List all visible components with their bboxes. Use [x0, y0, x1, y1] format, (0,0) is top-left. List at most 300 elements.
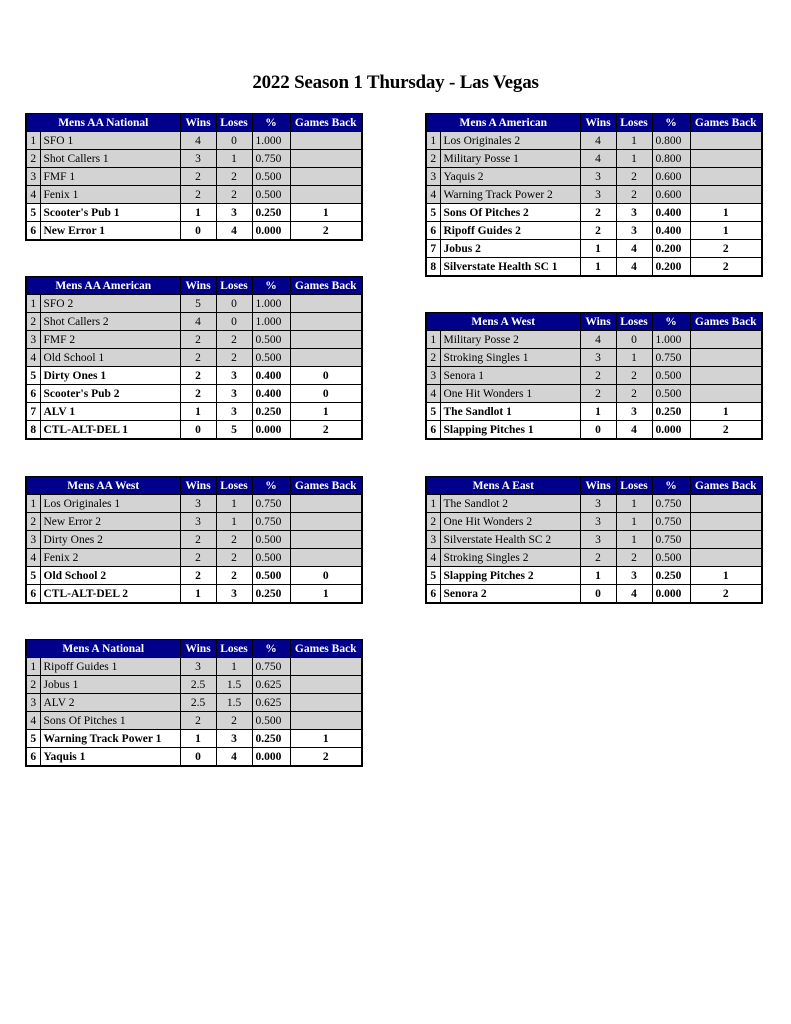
wins-cell: 4 — [580, 331, 616, 349]
team-name-cell: Shot Callers 1 — [40, 150, 180, 168]
rank-cell: 4 — [426, 385, 440, 403]
games-back-cell: 1 — [290, 204, 362, 222]
table-header-row — [426, 313, 762, 331]
loses-cell: 5 — [216, 421, 252, 440]
rank-cell: 1 — [26, 295, 40, 313]
rank-cell: 7 — [26, 403, 40, 421]
table-row — [26, 567, 362, 585]
rank-cell: 6 — [26, 385, 40, 403]
rank-cell: 6 — [426, 585, 440, 604]
table-row — [426, 421, 762, 440]
wins-cell: 1 — [580, 258, 616, 277]
loses-cell: 3 — [216, 585, 252, 604]
table-row — [26, 549, 362, 567]
table-row — [26, 513, 362, 531]
games-back-header: Games Back — [690, 114, 762, 132]
loses-cell: 2 — [216, 712, 252, 730]
loses-cell: 0 — [616, 331, 652, 349]
rank-cell: 5 — [426, 567, 440, 585]
rank-cell: 3 — [26, 331, 40, 349]
table-row — [26, 295, 362, 313]
wins-cell: 0 — [180, 421, 216, 440]
wins-cell: 4 — [580, 132, 616, 150]
table-header-row — [26, 114, 362, 132]
games-back-cell: 1 — [290, 585, 362, 604]
rank-cell: 4 — [426, 186, 440, 204]
team-name-cell: Jobus 2 — [440, 240, 580, 258]
table-row — [26, 694, 362, 712]
division-name: Mens AA National — [26, 114, 180, 132]
wins-cell: 4 — [580, 150, 616, 168]
rank-cell: 5 — [26, 730, 40, 748]
team-name-cell: CTL-ALT-DEL 1 — [40, 421, 180, 440]
pct-cell: 0.000 — [252, 421, 290, 440]
rank-cell: 4 — [26, 186, 40, 204]
mens-aa-west-table — [25, 476, 363, 604]
rank-cell: 2 — [26, 676, 40, 694]
wins-cell: 5 — [180, 295, 216, 313]
pct-header: % — [252, 277, 290, 295]
team-name-cell: Stroking Singles 2 — [440, 549, 580, 567]
rank-cell: 2 — [26, 513, 40, 531]
rank-cell: 4 — [26, 712, 40, 730]
rank-cell: 3 — [426, 367, 440, 385]
table-row — [426, 585, 762, 604]
wins-cell: 2.5 — [180, 694, 216, 712]
pct-cell: 0.500 — [252, 186, 290, 204]
team-name-cell: Stroking Singles 1 — [440, 349, 580, 367]
wins-cell: 4 — [180, 313, 216, 331]
wins-cell: 1 — [180, 204, 216, 222]
loses-cell: 3 — [616, 204, 652, 222]
pct-cell: 0.250 — [252, 730, 290, 748]
table-row — [26, 331, 362, 349]
wins-cell: 1 — [180, 730, 216, 748]
loses-cell: 3 — [216, 385, 252, 403]
wins-cell: 0 — [580, 421, 616, 440]
games-back-cell — [690, 349, 762, 367]
table-row — [26, 204, 362, 222]
games-back-cell: 1 — [290, 403, 362, 421]
wins-cell: 2 — [180, 186, 216, 204]
wins-cell: 3 — [580, 513, 616, 531]
table-header-row — [426, 114, 762, 132]
rank-cell: 7 — [426, 240, 440, 258]
pct-cell: 0.200 — [652, 258, 690, 277]
table-row — [426, 150, 762, 168]
team-name-cell: FMF 1 — [40, 168, 180, 186]
table-row — [426, 403, 762, 421]
games-back-cell — [290, 658, 362, 676]
wins-cell: 4 — [180, 132, 216, 150]
games-back-header: Games Back — [290, 477, 362, 495]
pct-cell: 0.000 — [652, 585, 690, 604]
wins-cell: 2 — [180, 168, 216, 186]
loses-cell: 1 — [616, 132, 652, 150]
table-row — [426, 132, 762, 150]
loses-cell: 1 — [216, 495, 252, 513]
loses-cell: 4 — [216, 222, 252, 241]
rank-cell: 1 — [26, 132, 40, 150]
pct-cell: 1.000 — [252, 132, 290, 150]
games-back-cell: 1 — [690, 222, 762, 240]
table-header-row — [26, 477, 362, 495]
table-row — [26, 421, 362, 440]
team-name-cell: Sons Of Pitches 2 — [440, 204, 580, 222]
table-row — [426, 204, 762, 222]
rank-cell: 1 — [426, 132, 440, 150]
loses-cell: 4 — [616, 585, 652, 604]
wins-cell: 2 — [180, 331, 216, 349]
table-row — [26, 495, 362, 513]
mens-a-american-table — [425, 113, 763, 277]
wins-cell: 2 — [180, 531, 216, 549]
table-row — [426, 240, 762, 258]
table-row — [26, 531, 362, 549]
mens-a-west-table — [425, 312, 763, 440]
team-name-cell: Scooter's Pub 2 — [40, 385, 180, 403]
loses-header: Loses — [616, 114, 652, 132]
games-back-cell: 2 — [690, 421, 762, 440]
rank-cell: 6 — [26, 585, 40, 604]
pct-header: % — [252, 477, 290, 495]
loses-cell: 1 — [616, 349, 652, 367]
team-name-cell: Los Originales 2 — [440, 132, 580, 150]
rank-cell: 4 — [426, 549, 440, 567]
rank-cell: 8 — [426, 258, 440, 277]
team-name-cell: SFO 1 — [40, 132, 180, 150]
loses-cell: 2 — [216, 567, 252, 585]
games-back-cell: 2 — [290, 421, 362, 440]
table-row — [426, 385, 762, 403]
mens-aa-american-table — [25, 276, 363, 440]
games-back-cell — [290, 186, 362, 204]
team-name-cell: Shot Callers 2 — [40, 313, 180, 331]
rank-cell: 3 — [26, 531, 40, 549]
wins-cell: 3 — [580, 168, 616, 186]
pct-cell: 1.000 — [252, 295, 290, 313]
rank-cell: 2 — [426, 349, 440, 367]
loses-cell: 3 — [616, 567, 652, 585]
team-name-cell: The Sandlot 1 — [440, 403, 580, 421]
division-name: Mens A American — [426, 114, 580, 132]
team-name-cell: Fenix 2 — [40, 549, 180, 567]
games-back-cell — [690, 495, 762, 513]
table-row — [26, 168, 362, 186]
games-back-cell — [290, 712, 362, 730]
team-name-cell: Slapping Pitches 2 — [440, 567, 580, 585]
loses-header: Loses — [216, 114, 252, 132]
rank-cell: 4 — [26, 549, 40, 567]
table-row — [426, 168, 762, 186]
loses-cell: 2 — [216, 168, 252, 186]
pct-cell: 0.625 — [252, 676, 290, 694]
rank-cell: 6 — [26, 222, 40, 241]
team-name-cell: Warning Track Power 1 — [40, 730, 180, 748]
table-header-row — [26, 277, 362, 295]
division-name: Mens AA American — [26, 277, 180, 295]
pct-cell: 0.500 — [252, 531, 290, 549]
team-name-cell: Slapping Pitches 1 — [440, 421, 580, 440]
games-back-cell: 0 — [290, 385, 362, 403]
loses-cell: 4 — [616, 240, 652, 258]
games-back-header: Games Back — [290, 114, 362, 132]
loses-cell: 2 — [216, 549, 252, 567]
loses-cell: 3 — [616, 403, 652, 421]
pct-cell: 0.250 — [652, 403, 690, 421]
games-back-cell — [290, 313, 362, 331]
table-row — [26, 132, 362, 150]
rank-cell: 2 — [426, 150, 440, 168]
loses-cell: 1 — [616, 513, 652, 531]
pct-cell: 0.500 — [252, 349, 290, 367]
pct-header: % — [652, 313, 690, 331]
loses-cell: 0 — [216, 313, 252, 331]
pct-cell: 0.000 — [652, 421, 690, 440]
games-back-cell — [290, 331, 362, 349]
pct-cell: 0.625 — [252, 694, 290, 712]
loses-cell: 3 — [216, 367, 252, 385]
pct-cell: 0.250 — [252, 204, 290, 222]
games-back-cell: 2 — [290, 222, 362, 241]
wins-cell: 2 — [180, 367, 216, 385]
games-back-cell: 1 — [690, 567, 762, 585]
table-row — [426, 258, 762, 277]
table-header-row — [26, 640, 362, 658]
games-back-cell — [690, 367, 762, 385]
games-back-cell — [290, 531, 362, 549]
loses-cell: 3 — [216, 730, 252, 748]
games-back-cell: 2 — [690, 240, 762, 258]
team-name-cell: Old School 1 — [40, 349, 180, 367]
pct-cell: 0.400 — [252, 385, 290, 403]
loses-header: Loses — [216, 640, 252, 658]
pct-cell: 0.000 — [252, 748, 290, 767]
team-name-cell: New Error 1 — [40, 222, 180, 241]
games-back-cell — [290, 549, 362, 567]
wins-cell: 2 — [180, 349, 216, 367]
loses-cell: 2 — [616, 186, 652, 204]
team-name-cell: One Hit Wonders 1 — [440, 385, 580, 403]
team-name-cell: Yaquis 2 — [440, 168, 580, 186]
table-row — [26, 658, 362, 676]
wins-cell: 2 — [180, 567, 216, 585]
loses-cell: 3 — [216, 403, 252, 421]
pct-header: % — [252, 114, 290, 132]
team-name-cell: ALV 1 — [40, 403, 180, 421]
loses-cell: 2 — [616, 549, 652, 567]
games-back-cell: 1 — [290, 730, 362, 748]
pct-cell: 0.750 — [252, 150, 290, 168]
team-name-cell: One Hit Wonders 2 — [440, 513, 580, 531]
pct-cell: 0.750 — [652, 495, 690, 513]
pct-cell: 0.800 — [652, 150, 690, 168]
team-name-cell: CTL-ALT-DEL 2 — [40, 585, 180, 604]
wins-cell: 2 — [580, 204, 616, 222]
loses-cell: 1 — [216, 150, 252, 168]
rank-cell: 5 — [26, 204, 40, 222]
wins-header: Wins — [180, 477, 216, 495]
table-row — [26, 367, 362, 385]
rank-cell: 5 — [26, 567, 40, 585]
wins-cell: 3 — [580, 186, 616, 204]
loses-cell: 2 — [616, 168, 652, 186]
team-name-cell: SFO 2 — [40, 295, 180, 313]
games-back-cell — [290, 150, 362, 168]
table-row — [26, 222, 362, 241]
pct-cell: 0.600 — [652, 186, 690, 204]
pct-cell: 0.250 — [252, 403, 290, 421]
loses-cell: 1 — [616, 495, 652, 513]
rank-cell: 1 — [26, 658, 40, 676]
loses-cell: 1.5 — [216, 676, 252, 694]
pct-cell: 0.200 — [652, 240, 690, 258]
pct-cell: 0.250 — [652, 567, 690, 585]
mens-a-national-table — [25, 639, 363, 767]
loses-cell: 2 — [216, 349, 252, 367]
wins-cell: 2 — [180, 385, 216, 403]
games-back-header: Games Back — [290, 277, 362, 295]
rank-cell: 2 — [26, 150, 40, 168]
rank-cell: 6 — [26, 748, 40, 767]
wins-cell: 0 — [580, 585, 616, 604]
table-row — [26, 730, 362, 748]
games-back-header: Games Back — [690, 477, 762, 495]
team-name-cell: Dirty Ones 2 — [40, 531, 180, 549]
team-name-cell: Senora 2 — [440, 585, 580, 604]
team-name-cell: FMF 2 — [40, 331, 180, 349]
table-row — [426, 186, 762, 204]
loses-cell: 4 — [216, 748, 252, 767]
loses-cell: 4 — [616, 421, 652, 440]
pct-cell: 0.500 — [652, 385, 690, 403]
pct-cell: 0.750 — [252, 658, 290, 676]
pct-cell: 0.500 — [252, 549, 290, 567]
rank-cell: 3 — [426, 531, 440, 549]
division-name: Mens A National — [26, 640, 180, 658]
wins-cell: 2 — [580, 222, 616, 240]
pct-cell: 0.000 — [252, 222, 290, 241]
wins-cell: 3 — [180, 658, 216, 676]
rank-cell: 2 — [26, 313, 40, 331]
rank-cell: 1 — [26, 495, 40, 513]
page-title: 2022 Season 1 Thursday - Las Vegas — [252, 72, 539, 93]
wins-cell: 1 — [580, 403, 616, 421]
pct-cell: 0.500 — [252, 168, 290, 186]
team-name-cell: ALV 2 — [40, 694, 180, 712]
games-back-cell — [690, 385, 762, 403]
team-name-cell: Fenix 1 — [40, 186, 180, 204]
rank-cell: 3 — [26, 694, 40, 712]
games-back-cell — [290, 132, 362, 150]
pct-cell: 0.500 — [652, 367, 690, 385]
wins-cell: 3 — [180, 150, 216, 168]
games-back-cell — [690, 186, 762, 204]
pct-cell: 1.000 — [252, 313, 290, 331]
wins-cell: 2 — [580, 549, 616, 567]
loses-cell: 1 — [616, 531, 652, 549]
loses-cell: 0 — [216, 132, 252, 150]
rank-cell: 6 — [426, 222, 440, 240]
wins-cell: 3 — [180, 495, 216, 513]
table-row — [26, 150, 362, 168]
table-row — [26, 313, 362, 331]
wins-cell: 2 — [580, 385, 616, 403]
pct-cell: 0.750 — [252, 495, 290, 513]
wins-header: Wins — [180, 640, 216, 658]
wins-cell: 3 — [580, 531, 616, 549]
wins-cell: 0 — [180, 748, 216, 767]
wins-cell: 0 — [180, 222, 216, 241]
wins-header: Wins — [180, 114, 216, 132]
loses-cell: 2 — [216, 531, 252, 549]
wins-cell: 1 — [580, 240, 616, 258]
table-header-row — [426, 477, 762, 495]
pct-cell: 1.000 — [652, 331, 690, 349]
table-row — [426, 495, 762, 513]
games-back-cell: 1 — [690, 403, 762, 421]
loses-header: Loses — [616, 313, 652, 331]
pct-cell: 0.500 — [252, 712, 290, 730]
table-row — [426, 567, 762, 585]
loses-cell: 2 — [216, 186, 252, 204]
table-row — [26, 403, 362, 421]
loses-header: Loses — [216, 477, 252, 495]
games-back-cell — [690, 549, 762, 567]
rank-cell: 5 — [426, 204, 440, 222]
loses-cell: 3 — [216, 204, 252, 222]
table-row — [426, 349, 762, 367]
rank-cell: 4 — [26, 349, 40, 367]
team-name-cell: Warning Track Power 2 — [440, 186, 580, 204]
games-back-cell — [690, 132, 762, 150]
loses-header: Loses — [616, 477, 652, 495]
rank-cell: 5 — [26, 367, 40, 385]
mens-a-east-table — [425, 476, 763, 604]
loses-cell: 1 — [216, 658, 252, 676]
games-back-cell — [290, 168, 362, 186]
loses-cell: 4 — [616, 258, 652, 277]
loses-cell: 3 — [616, 222, 652, 240]
pct-header: % — [652, 114, 690, 132]
rank-cell: 6 — [426, 421, 440, 440]
wins-cell: 1 — [580, 567, 616, 585]
table-row — [26, 349, 362, 367]
table-row — [26, 585, 362, 604]
loses-cell: 1 — [616, 150, 652, 168]
team-name-cell: New Error 2 — [40, 513, 180, 531]
loses-cell: 2 — [216, 331, 252, 349]
team-name-cell: Old School 2 — [40, 567, 180, 585]
team-name-cell: Scooter's Pub 1 — [40, 204, 180, 222]
loses-cell: 1 — [216, 513, 252, 531]
pct-cell: 0.750 — [252, 513, 290, 531]
table-row — [426, 531, 762, 549]
table-row — [426, 549, 762, 567]
games-back-cell: 2 — [690, 585, 762, 604]
pct-cell: 0.250 — [252, 585, 290, 604]
team-name-cell: Jobus 1 — [40, 676, 180, 694]
wins-cell: 2.5 — [180, 676, 216, 694]
team-name-cell: Silverstate Health SC 2 — [440, 531, 580, 549]
games-back-cell — [690, 150, 762, 168]
team-name-cell: Ripoff Guides 2 — [440, 222, 580, 240]
pct-cell: 0.750 — [652, 349, 690, 367]
games-back-cell: 1 — [690, 204, 762, 222]
table-row — [426, 513, 762, 531]
games-back-cell — [290, 295, 362, 313]
games-back-cell — [290, 513, 362, 531]
